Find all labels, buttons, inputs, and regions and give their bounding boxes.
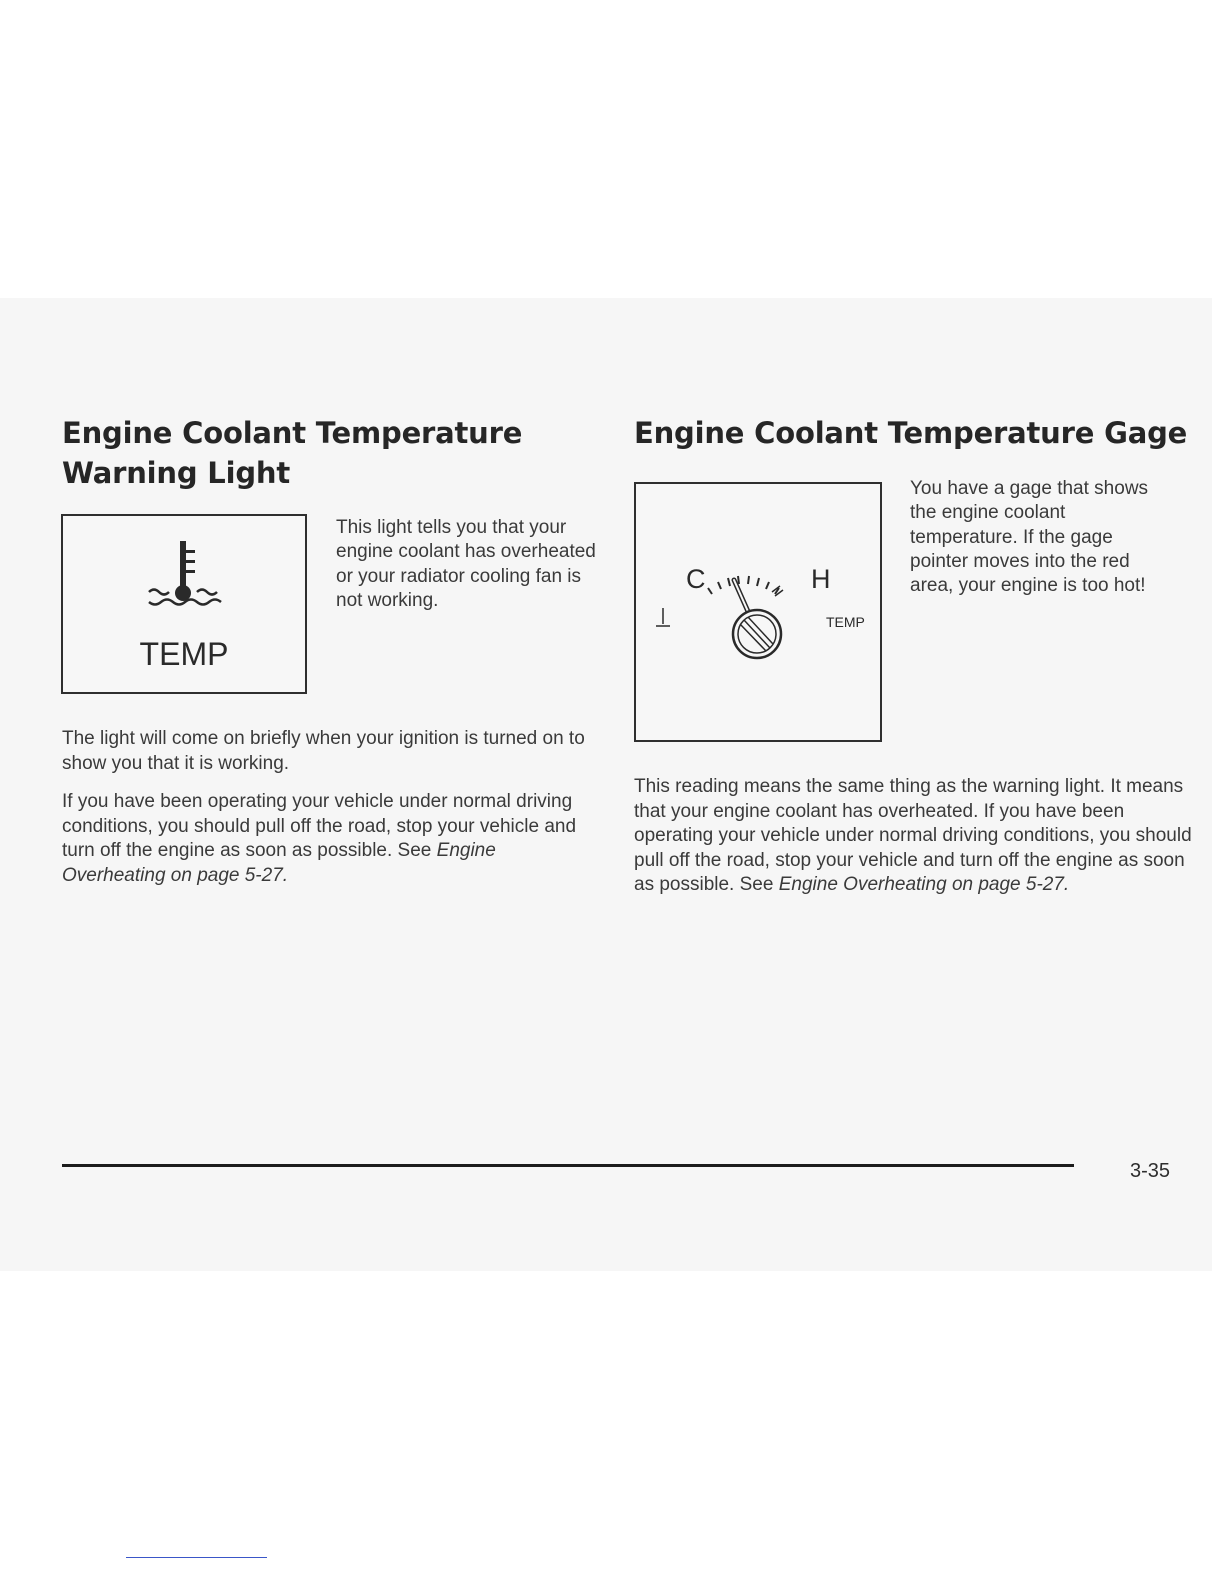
footer-rule [62, 1164, 1074, 1167]
temperature-gage-frame [634, 482, 882, 742]
bottom-underline [126, 1557, 267, 1558]
warning-light-description: This light tells you that your engine coolant has overheated or your radiator cooling fan is not working. [336, 517, 596, 611]
temp-warning-icon-frame [61, 514, 307, 694]
page-number: 3-35 [1130, 1160, 1171, 1182]
warning-light-title-line2: Warning Light [62, 456, 290, 490]
warning-light-title-line1: Engine Coolant Temperature [62, 416, 523, 450]
temp-icon-label: TEMP [139, 636, 229, 672]
warning-light-paragraph-1: The light will come on briefly when your ignition is turned on to show you that it is working. [62, 728, 585, 774]
temperature-gage-title: Engine Coolant Temperature Gage [634, 416, 1188, 450]
temperature-gage-paragraph-text: This reading means the same thing as the warning light. It means that your engine coolant has overheated. If you have been operating your vehicle under normal driving conditions, you should pull off the road, stop your vehicle and turn off the engine as soon as possible. [634, 776, 1192, 895]
temperature-gage-see: See [739, 874, 779, 895]
warning-light-paragraph-2 [62, 790, 602, 888]
gage-cold-marker: C [686, 564, 706, 594]
temperature-gage-paragraph [634, 775, 1194, 898]
warning-light-cross-reference[interactable]: Engine Overheating on page 5-27. [62, 840, 496, 886]
warning-light-see: See [397, 840, 437, 861]
temperature-gage-cross-reference[interactable]: Engine Overheating on page 5-27. [778, 874, 1070, 895]
warning-light-paragraph-2-text: If you have been operating your vehicle under normal driving conditions, you should pull off the road, stop your vehicle and turn off the engine as soon as possible. [62, 791, 577, 861]
temperature-gage-icon [636, 484, 880, 740]
coolant-temperature-icon [133, 536, 233, 616]
temperature-gage-description: You have a gage that shows the engine coolant temperature. If the gage pointer moves into the red area, your engine is too hot! [910, 478, 1149, 597]
gage-temp-label: TEMP [826, 614, 865, 630]
gage-hot-marker: H [811, 564, 831, 594]
warning-light-title [62, 413, 522, 493]
